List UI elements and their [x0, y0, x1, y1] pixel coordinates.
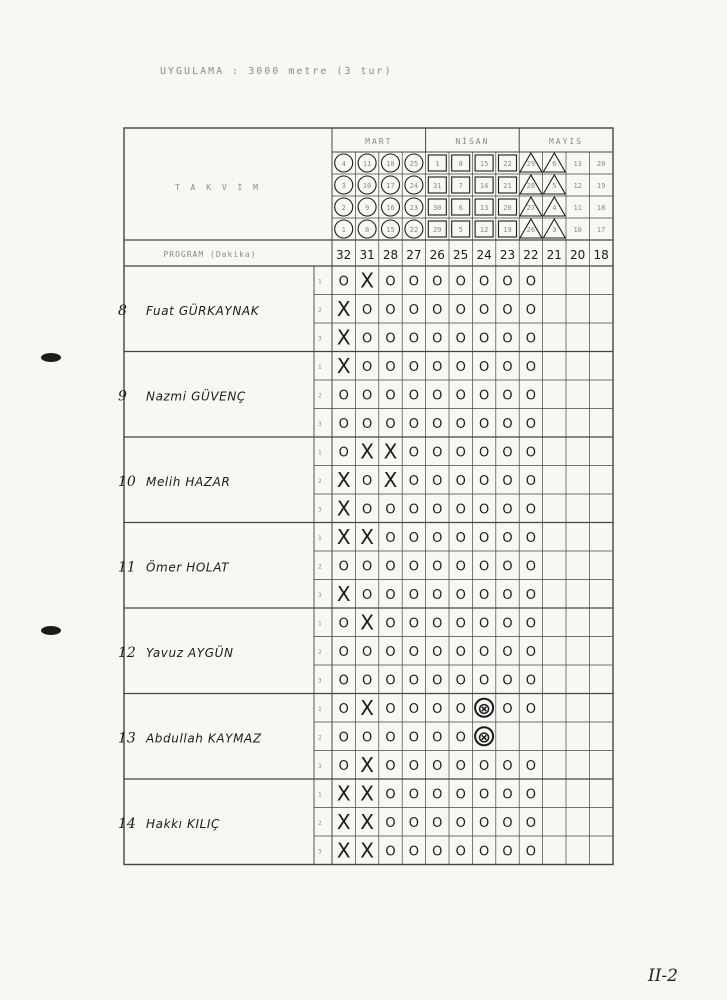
mark-o: O: [338, 673, 349, 689]
mark-o: O: [432, 616, 443, 632]
mark-o: O: [385, 502, 396, 518]
mark-o: O: [478, 587, 490, 603]
mark-o: O: [525, 644, 537, 660]
mark-o: O: [408, 758, 420, 774]
mark-o: O: [502, 587, 513, 603]
mark-o: O: [502, 530, 513, 546]
calendar-day: 22: [409, 226, 419, 234]
session-number: 1: [318, 620, 322, 628]
calendar-day: 26: [526, 226, 536, 234]
mark-x: X: [336, 838, 351, 863]
mark-o: O: [502, 559, 513, 575]
mark-o: O: [455, 701, 466, 717]
mark-o: O: [502, 616, 513, 632]
mark-o: O: [525, 815, 537, 831]
session-number: 3: [318, 420, 322, 428]
session-number: 3: [318, 848, 322, 856]
mark-o: O: [408, 502, 420, 518]
mark-o: O: [338, 388, 349, 404]
mark-o: O: [432, 701, 443, 717]
calendar-day: 18: [386, 160, 395, 168]
mark-o: O: [385, 644, 396, 660]
session-number: 1: [318, 534, 322, 542]
mark-x: X: [360, 838, 374, 863]
mark-o: O: [525, 445, 537, 461]
mark-o: O: [385, 587, 396, 603]
calendar-day: 20: [503, 204, 512, 212]
minute-heading: 20: [570, 248, 586, 262]
mark-o: O: [502, 758, 513, 774]
mark-o: O: [502, 701, 513, 717]
mark-o: O: [455, 815, 466, 831]
month-label: MAYIS: [548, 137, 584, 146]
mark-x: X: [336, 496, 351, 521]
mark-o: O: [502, 416, 513, 432]
mark-o: O: [455, 416, 466, 432]
mark-crossed-o: ⊗: [477, 727, 491, 747]
mark-o: O: [478, 302, 490, 318]
calendar-day: 10: [362, 182, 372, 190]
mark-o: O: [432, 815, 443, 831]
minute-heading: 25: [453, 248, 469, 262]
mark-o: O: [478, 445, 490, 461]
calendar-day: 12: [479, 226, 489, 234]
mark-o: O: [502, 815, 513, 831]
calendar-day: 21: [503, 182, 512, 190]
calendar-day: 8: [458, 160, 463, 168]
minute-heading: 32: [336, 248, 352, 262]
mark-o: O: [502, 473, 513, 489]
mark-x: X: [383, 467, 398, 492]
calendar-day: 14: [479, 182, 489, 190]
calendar-day: 19: [503, 226, 512, 234]
mark-o: O: [455, 473, 466, 489]
mark-o: O: [361, 359, 373, 375]
calendar-day: 4: [552, 204, 557, 212]
takvim-label: T A K V İ M: [175, 183, 261, 192]
mark-o: O: [525, 302, 537, 318]
mark-o: O: [408, 473, 420, 489]
mark-o: O: [385, 416, 396, 432]
session-number: 2: [318, 477, 322, 485]
session-number: 2: [318, 392, 322, 400]
mark-o: O: [408, 302, 420, 318]
minute-heading: 21: [546, 248, 562, 262]
calendar-day: 11: [573, 204, 582, 212]
mark-o: O: [361, 559, 373, 575]
mark-o: O: [525, 502, 537, 518]
mark-o: O: [432, 473, 443, 489]
minute-heading: 31: [359, 248, 375, 262]
mark-o: O: [525, 359, 537, 375]
mark-o: O: [502, 302, 513, 318]
mark-o: O: [525, 473, 537, 489]
mark-x: X: [360, 524, 374, 549]
month-label: MART: [365, 137, 393, 146]
mark-o: O: [525, 616, 537, 632]
calendar-day: 15: [386, 226, 395, 234]
mark-o: O: [385, 701, 396, 717]
mark-o: O: [361, 331, 373, 347]
mark-o: O: [408, 701, 420, 717]
mark-o: O: [338, 730, 349, 746]
athlete-number: 10: [118, 473, 136, 490]
calendar-day: 24: [409, 182, 419, 190]
calendar-day: 17: [386, 182, 395, 190]
mark-o: O: [455, 559, 466, 575]
calendar-day: 13: [573, 160, 582, 168]
mark-o: O: [478, 559, 490, 575]
calendar-day: 9: [364, 204, 370, 212]
calendar-day: 20: [596, 160, 606, 168]
calendar-day: 22: [503, 160, 512, 168]
mark-o: O: [478, 473, 490, 489]
mark-o: O: [408, 673, 420, 689]
mark-o: O: [408, 587, 420, 603]
mark-o: O: [502, 787, 513, 803]
mark-o: O: [361, 502, 373, 518]
mark-o: O: [385, 758, 396, 774]
calendar-day: 4: [341, 160, 346, 168]
mark-o: O: [338, 701, 349, 717]
mark-o: O: [502, 844, 513, 860]
mark-o: O: [385, 331, 396, 347]
calendar-day: 29: [433, 226, 442, 234]
mark-o: O: [478, 673, 490, 689]
session-number: 1: [318, 449, 322, 457]
mark-o: O: [361, 673, 373, 689]
mark-x: X: [336, 296, 351, 321]
mark-o: O: [525, 416, 537, 432]
calendar-day: 10: [573, 226, 582, 234]
mark-o: O: [478, 644, 490, 660]
athlete-name: Yavuz AYGÜN: [146, 645, 234, 660]
athlete-number: 11: [118, 559, 136, 576]
mark-o: O: [408, 730, 420, 746]
mark-x: X: [336, 781, 351, 806]
mark-o: O: [525, 587, 537, 603]
mark-o: O: [432, 445, 443, 461]
mark-crossed-o: ⊗: [477, 698, 491, 718]
mark-o: O: [502, 359, 513, 375]
mark-x: X: [360, 439, 374, 464]
mark-x: X: [336, 581, 351, 606]
calendar-day: 3: [341, 182, 346, 190]
calendar-day: 1: [341, 226, 346, 234]
calendar-day: 2: [341, 204, 346, 212]
mark-o: O: [408, 844, 420, 860]
mark-o: O: [478, 359, 490, 375]
mark-x: X: [336, 353, 351, 378]
athlete-number: 9: [118, 388, 127, 405]
mark-o: O: [478, 758, 490, 774]
minute-heading: 18: [593, 248, 609, 262]
mark-x: X: [336, 524, 351, 549]
mark-o: O: [432, 559, 443, 575]
mark-o: O: [408, 416, 420, 432]
mark-o: O: [455, 530, 466, 546]
mark-o: O: [455, 331, 466, 347]
session-number: 3: [318, 591, 322, 599]
calendar-day: 5: [552, 182, 557, 190]
mark-o: O: [361, 730, 373, 746]
mark-o: O: [408, 359, 420, 375]
mark-o: O: [361, 416, 373, 432]
mark-o: O: [385, 302, 396, 318]
minute-heading: 22: [523, 248, 539, 262]
mark-o: O: [361, 644, 373, 660]
session-number: 3: [318, 762, 322, 770]
mark-o: O: [432, 758, 443, 774]
calendar-day: 31: [433, 182, 442, 190]
session-number: 2: [318, 819, 322, 827]
page-header: UYGULAMA : 3000 metre (3 tur): [160, 66, 393, 77]
mark-o: O: [408, 644, 420, 660]
session-number: 1: [318, 278, 322, 286]
mark-o: O: [432, 730, 443, 746]
calendar-day: 16: [386, 204, 395, 212]
mark-o: O: [432, 787, 443, 803]
calendar-day: 3: [552, 226, 557, 234]
calendar-day: 28: [526, 182, 536, 190]
mark-x: X: [360, 268, 374, 293]
mark-o: O: [385, 616, 396, 632]
athlete-name: Fuat GÜRKAYNAK: [146, 303, 260, 318]
mark-o: O: [338, 644, 349, 660]
mark-o: O: [455, 274, 466, 290]
mark-o: O: [525, 388, 537, 404]
mark-o: O: [455, 673, 466, 689]
calendar-day: 18: [596, 204, 606, 212]
calendar-day: 7: [458, 182, 463, 190]
page-number: II-2: [648, 966, 678, 986]
session-number: 2: [318, 734, 322, 742]
mark-x: X: [360, 809, 374, 834]
calendar-day: 8: [364, 226, 370, 234]
mark-o: O: [455, 644, 466, 660]
mark-o: O: [525, 844, 537, 860]
mark-o: O: [502, 331, 513, 347]
mark-o: O: [385, 274, 396, 290]
mark-o: O: [385, 730, 396, 746]
month-label: NİSAN: [455, 137, 490, 146]
calendar-day: 11: [362, 160, 372, 168]
mark-o: O: [385, 388, 396, 404]
mark-o: O: [525, 274, 537, 290]
mark-o: O: [385, 359, 396, 375]
mark-o: O: [338, 616, 349, 632]
mark-o: O: [455, 758, 466, 774]
mark-o: O: [478, 502, 490, 518]
mark-o: O: [408, 445, 420, 461]
mark-o: O: [502, 388, 513, 404]
mark-o: O: [478, 530, 490, 546]
mark-o: O: [525, 758, 537, 774]
mark-o: O: [478, 331, 490, 347]
mark-o: O: [338, 758, 349, 774]
calendar-day: 29: [526, 160, 536, 168]
mark-o: O: [432, 673, 443, 689]
mark-o: O: [432, 388, 443, 404]
minute-heading: 26: [429, 248, 445, 262]
mark-o: O: [361, 473, 373, 489]
mark-o: O: [525, 673, 537, 689]
athlete-number: 14: [118, 815, 136, 832]
mark-o: O: [478, 844, 490, 860]
mark-o: O: [385, 844, 396, 860]
athlete-name: Abdullah KAYMAZ: [146, 731, 262, 746]
mark-x: X: [360, 610, 374, 635]
mark-o: O: [502, 644, 513, 660]
mark-x: X: [360, 781, 374, 806]
mark-o: O: [361, 587, 373, 603]
mark-x: X: [360, 752, 374, 777]
mark-o: O: [455, 502, 466, 518]
mark-o: O: [455, 730, 466, 746]
calendar-day: 6: [552, 160, 557, 168]
calendar-day: 5: [458, 226, 463, 234]
mark-o: O: [432, 644, 443, 660]
mark-o: O: [385, 530, 396, 546]
athlete-name: Hakkı KILIÇ: [146, 816, 221, 831]
calendar-day: 12: [573, 182, 582, 190]
session-number: 3: [318, 677, 322, 685]
mark-o: O: [455, 388, 466, 404]
mark-o: O: [478, 274, 490, 290]
mark-o: O: [432, 587, 443, 603]
calendar-day: 15: [479, 160, 489, 168]
calendar-day: 25: [409, 160, 419, 168]
mark-x: X: [383, 439, 398, 464]
athlete-name: Ömer HOLAT: [146, 560, 230, 575]
mark-o: O: [408, 815, 420, 831]
mark-o: O: [455, 787, 466, 803]
mark-o: O: [432, 502, 443, 518]
mark-o: O: [432, 359, 443, 375]
mark-o: O: [478, 787, 490, 803]
mark-o: O: [478, 416, 490, 432]
calendar-day: 17: [596, 226, 606, 234]
mark-o: O: [525, 787, 537, 803]
session-number: 1: [318, 363, 322, 371]
mark-o: O: [525, 559, 537, 575]
mark-o: O: [455, 359, 466, 375]
athlete-name: Nazmi GÜVENÇ: [146, 389, 246, 404]
minute-heading: 28: [382, 248, 399, 262]
session-number: 2: [318, 306, 322, 314]
mark-o: O: [432, 530, 443, 546]
mark-o: O: [361, 388, 373, 404]
mark-o: O: [385, 559, 396, 575]
mark-o: O: [478, 815, 490, 831]
session-number: 1: [318, 791, 322, 799]
calendar-day: 23: [409, 204, 419, 212]
mark-o: O: [385, 673, 396, 689]
mark-o: O: [385, 815, 396, 831]
calendar-day: 1: [435, 160, 440, 168]
mark-o: O: [408, 331, 420, 347]
mark-o: O: [432, 274, 443, 290]
mark-o: O: [338, 559, 349, 575]
mark-o: O: [338, 416, 349, 432]
mark-o: O: [455, 302, 466, 318]
mark-o: O: [478, 388, 490, 404]
mark-o: O: [525, 701, 537, 717]
mark-o: O: [502, 274, 513, 290]
minute-heading: 23: [499, 248, 516, 262]
mark-o: O: [432, 302, 443, 318]
mark-o: O: [502, 502, 513, 518]
mark-o: O: [408, 388, 420, 404]
calendar-day: 6: [458, 204, 463, 212]
mark-o: O: [455, 445, 466, 461]
mark-o: O: [361, 302, 373, 318]
mark-o: O: [455, 587, 466, 603]
mark-o: O: [432, 416, 443, 432]
mark-o: O: [338, 274, 349, 290]
mark-o: O: [408, 616, 420, 632]
athlete-name: Melih HAZAR: [146, 474, 231, 489]
mark-o: O: [502, 673, 513, 689]
calendar-day: 30: [433, 204, 442, 212]
mark-o: O: [432, 331, 443, 347]
session-number: 3: [318, 506, 322, 514]
calendar-day: 13: [479, 204, 489, 212]
mark-o: O: [408, 530, 420, 546]
mark-o: O: [408, 274, 420, 290]
mark-o: O: [408, 787, 420, 803]
mark-o: O: [525, 331, 537, 347]
minute-heading: 24: [476, 248, 492, 262]
session-number: 3: [318, 335, 322, 343]
mark-o: O: [408, 559, 420, 575]
mark-o: O: [455, 616, 466, 632]
athlete-number: 13: [118, 730, 136, 747]
calendar-day: 27: [526, 204, 536, 212]
mark-x: X: [360, 695, 374, 720]
athlete-number: 8: [118, 302, 127, 319]
athlete-number: 12: [118, 644, 136, 661]
minute-heading: 27: [406, 248, 422, 262]
mark-o: O: [432, 844, 443, 860]
calendar-day: 19: [596, 182, 606, 190]
mark-o: O: [338, 445, 349, 461]
mark-o: O: [525, 530, 537, 546]
session-number: 2: [318, 648, 322, 656]
mark-o: O: [455, 844, 466, 860]
session-number: 1: [318, 705, 322, 713]
program-label: PROGRAM (Dakika): [163, 250, 257, 259]
mark-x: X: [336, 809, 351, 834]
mark-o: O: [502, 445, 513, 461]
mark-o: O: [478, 616, 490, 632]
mark-x: X: [336, 467, 351, 492]
session-number: 2: [318, 563, 322, 571]
mark-x: X: [336, 325, 351, 350]
mark-o: O: [385, 787, 396, 803]
